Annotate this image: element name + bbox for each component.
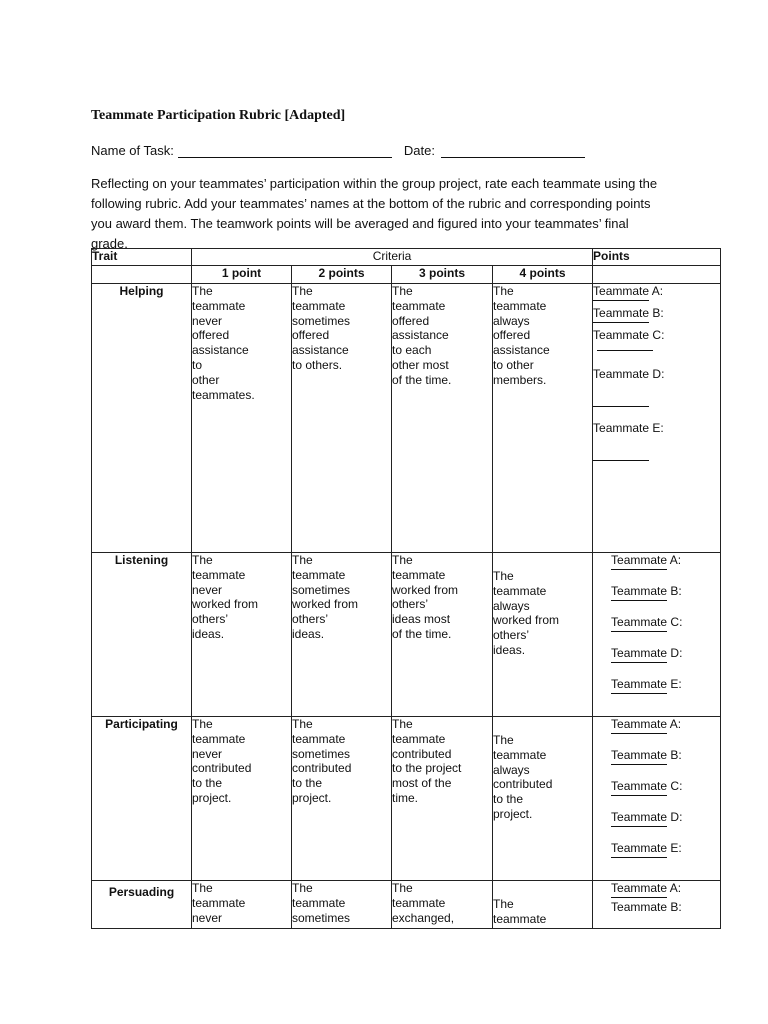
document-title: Teammate Participation Rubric [Adapted] (91, 108, 346, 123)
teammate-label: Teammate B: (593, 306, 664, 320)
score-blank (611, 599, 667, 601)
teammate-entry (611, 881, 720, 898)
teammate-label: Teammate B: (611, 900, 682, 914)
criteria-cell: The teammate sometimes worked from others’ ideas. (292, 553, 392, 717)
trait-participating: Participating (92, 717, 192, 881)
teammate-label: Teammate A: (611, 553, 682, 567)
rubric-table (91, 248, 721, 929)
teammate-entry (611, 677, 720, 694)
instructions-paragraph: Reflecting on your teammates’ participation within the group project, rate each teammate using the following rubric. Add your teammates’ names at the bottom of the rubric and corresponding points you award them. The teamwork points will be averaged and figured into your teammates’ final grade. (91, 176, 658, 251)
teammate-label: Teammate B: (611, 748, 682, 762)
points-cell (593, 553, 721, 717)
col-3-points: 3 points (392, 266, 493, 284)
task-blank (178, 143, 392, 158)
criteria-cell: The teammate never offered assistance to other teammates. (192, 284, 292, 553)
teammate-label: Teammate C: (611, 779, 683, 793)
task-label: Name of Task: (91, 143, 174, 158)
score-blank (611, 732, 667, 734)
criteria-cell: The teammate sometimes offered assistance to others. (292, 284, 392, 553)
teammate-label: Teammate B: (611, 584, 682, 598)
teammate-entry (611, 779, 720, 796)
criteria-cell: The teammate sometimes contributed to the project. (292, 717, 392, 881)
criteria-cell: The teammate always worked from others’ ideas. (493, 553, 593, 717)
teammate-entry (593, 284, 720, 301)
score-blank (611, 692, 667, 694)
score-blank (593, 459, 649, 461)
criteria-cell: The teammate always offered assistance to other members. (493, 284, 593, 553)
teammate-entry (593, 367, 720, 382)
criteria-cell: The teammate offered assistance to each other most of the time. (392, 284, 493, 553)
teammate-label: Teammate D: (611, 810, 683, 824)
score-blank (597, 349, 653, 351)
blank-cell (593, 266, 721, 284)
score-blank-row (593, 459, 720, 461)
trait-listening: Listening (92, 553, 192, 717)
table-row-helping (92, 284, 721, 553)
trait-persuading: Persuading (92, 881, 192, 929)
teammate-label: Teammate A: (611, 717, 682, 731)
teammate-entry (611, 810, 720, 827)
teammate-entry (593, 328, 720, 343)
score-blank-row (597, 349, 720, 351)
teammate-label: Teammate A: (593, 284, 664, 298)
teammate-label: Teammate C: (611, 615, 683, 629)
score-blank (611, 856, 667, 858)
col-4-points: 4 points (493, 266, 593, 284)
teammate-entry (611, 748, 720, 765)
table-row-persuading (92, 881, 721, 929)
score-blank (611, 630, 667, 632)
task-date-line (91, 143, 585, 158)
criteria-cell: The teammate never contributed to the project. (192, 717, 292, 881)
score-blank (611, 763, 667, 765)
criteria-cell: The teammate (493, 881, 593, 929)
criteria-cell: The teammate never (192, 881, 292, 929)
trait-helping: Helping (92, 284, 192, 553)
score-blank (593, 299, 649, 301)
teammate-label: Teammate D: (611, 646, 683, 660)
criteria-cell: The teammate contributed to the project most of the time. (392, 717, 493, 881)
teammate-entry (611, 841, 720, 858)
criteria-header: Criteria (192, 249, 593, 266)
criteria-cell: The teammate sometimes (292, 881, 392, 929)
date-blank (441, 143, 585, 158)
blank-cell (92, 266, 192, 284)
teammate-entry (593, 306, 720, 323)
score-blank (611, 794, 667, 796)
table-row-participating (92, 717, 721, 881)
teammate-label: Teammate E: (593, 421, 664, 435)
teammate-entry (611, 553, 720, 570)
criteria-cell: The teammate always contributed to the project. (493, 717, 593, 881)
teammate-entry (611, 615, 720, 632)
teammate-label: Teammate C: (593, 328, 665, 342)
score-blank (593, 405, 649, 407)
score-blank-row (593, 405, 720, 407)
score-blank (611, 825, 667, 827)
score-blank (611, 661, 667, 663)
points-header: Points (593, 249, 721, 266)
table-row-listening (92, 553, 721, 717)
teammate-entry (611, 717, 720, 734)
date-label: Date: (403, 143, 435, 158)
teammate-entry (611, 900, 720, 915)
criteria-cell: The teammate never worked from others’ ideas. (192, 553, 292, 717)
teammate-label: Teammate E: (611, 677, 682, 691)
score-blank (593, 321, 649, 323)
col-2-points: 2 points (292, 266, 392, 284)
points-cell (593, 284, 721, 553)
header-row (92, 249, 721, 266)
points-cell (593, 881, 721, 929)
col-1-point: 1 point (192, 266, 292, 284)
criteria-cell: The teammate worked from others’ ideas most of the time. (392, 553, 493, 717)
teammate-label: Teammate A: (611, 881, 682, 895)
teammate-entry (593, 421, 720, 436)
point-level-row (92, 266, 721, 284)
score-blank (611, 568, 667, 570)
score-blank (611, 896, 667, 898)
teammate-label: Teammate E: (611, 841, 682, 855)
teammate-label: Teammate D: (593, 367, 665, 381)
points-cell (593, 717, 721, 881)
teammate-entry (611, 646, 720, 663)
trait-header: Trait (92, 249, 192, 266)
teammate-entry (611, 584, 720, 601)
criteria-cell: The teammate exchanged, (392, 881, 493, 929)
